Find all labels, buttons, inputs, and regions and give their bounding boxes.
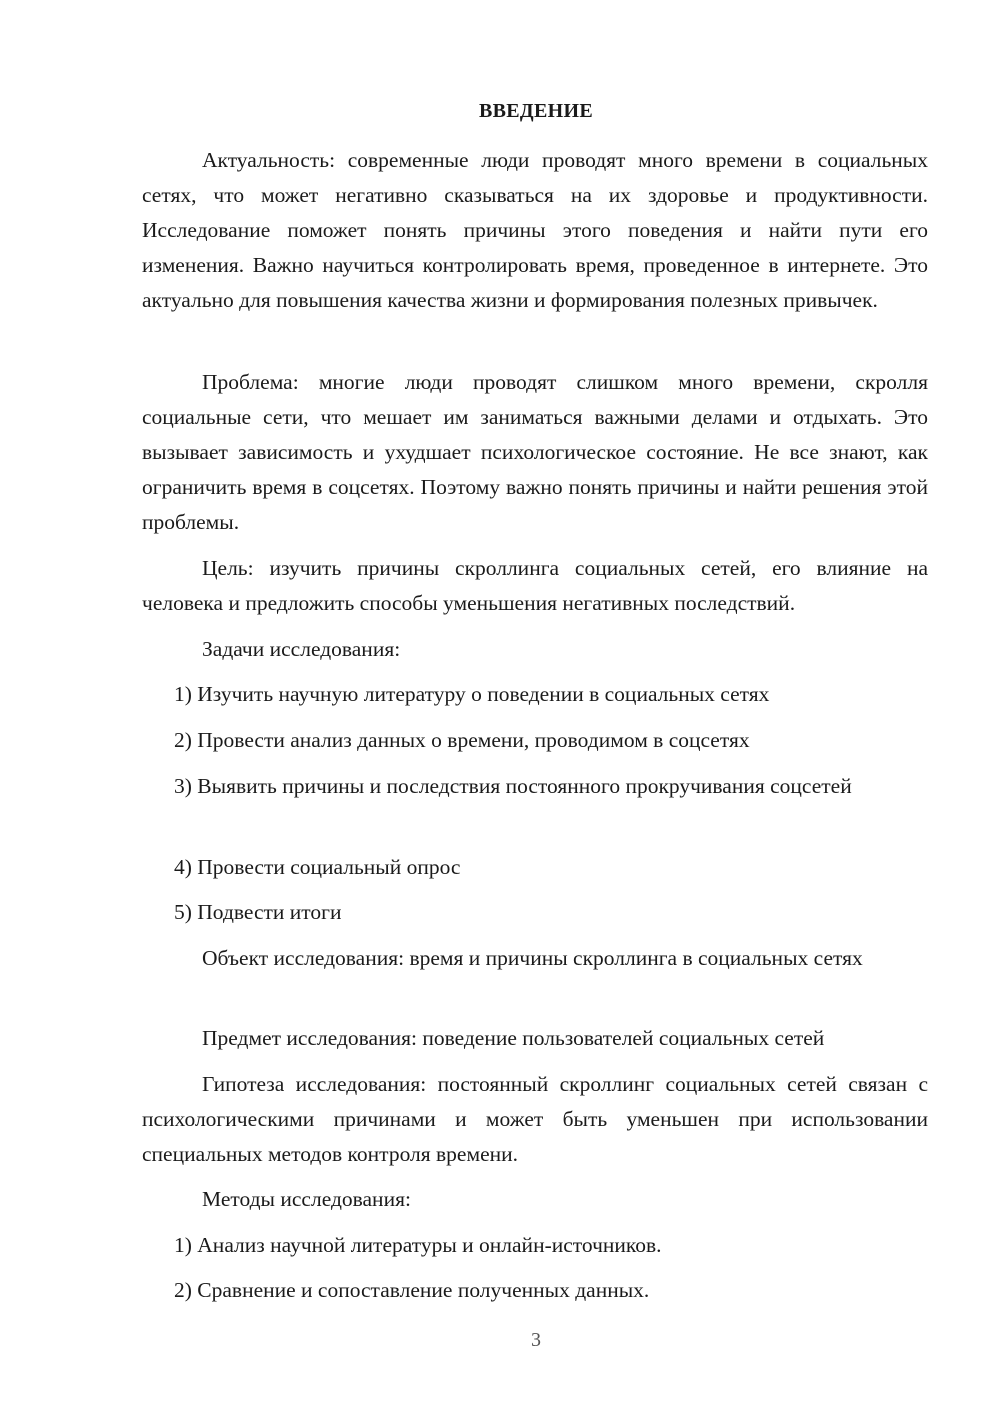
task-item-5: 5) Подвести итоги	[174, 900, 342, 924]
method-item-1: 1) Анализ научной литературы и онлайн-источников.	[174, 1233, 662, 1257]
paragraph-subject: Предмет исследования: поведение пользователей социальных сетей	[202, 1026, 825, 1050]
page-title: ВВЕДЕНИЕ	[479, 100, 593, 122]
page-number: 3	[531, 1329, 541, 1351]
task-item-2: 2) Провести анализ данных о времени, проводимом в соцсетях	[174, 728, 750, 752]
paragraph-relevance: Актуальность: современные люди проводят много времени в социальных сетях, что может негативно сказываться на их здоровье и продуктивности. Исследование поможет понять причины этого поведения и найти пути его изменения. Важно научиться контролировать время, проведенное в интернете. Это актуально для повышения качества жизни и формирования полезных привычек.	[142, 148, 928, 312]
task-item-1: 1) Изучить научную литературу о поведении в социальных сетях	[174, 682, 770, 706]
paragraph-hypothesis: Гипотеза исследования: постоянный скроллинг социальных сетей связан с психологическими причинами и может быть уменьшен при использовании специальных методов контроля времени.	[142, 1072, 928, 1166]
paragraph-problem: Проблема: многие люди проводят слишком много времени, скролля социальные сети, что мешает им заниматься важными делами и отдыхать. Это вызывает зависимость и ухудшает психологическое состояние. Не все знают, как ограничить время в соцсетях. Поэтому важно понять причины и найти решения этой проблемы.	[142, 370, 928, 534]
task-item-4: 4) Провести социальный опрос	[174, 855, 461, 879]
tasks-heading: Задачи исследования:	[202, 637, 401, 661]
task-item-3: 3) Выявить причины и последствия постоянного прокручивания соцсетей	[174, 774, 852, 798]
methods-heading: Методы исследования:	[202, 1187, 411, 1211]
paragraph-goal: Цель: изучить причины скроллинга социальных сетей, его влияние на человека и предложить способы уменьшения негативных последствий.	[142, 556, 928, 615]
method-item-2: 2) Сравнение и сопоставление полученных данных.	[174, 1278, 650, 1302]
paragraph-object: Объект исследования: время и причины скроллинга в социальных сетях	[202, 946, 863, 970]
